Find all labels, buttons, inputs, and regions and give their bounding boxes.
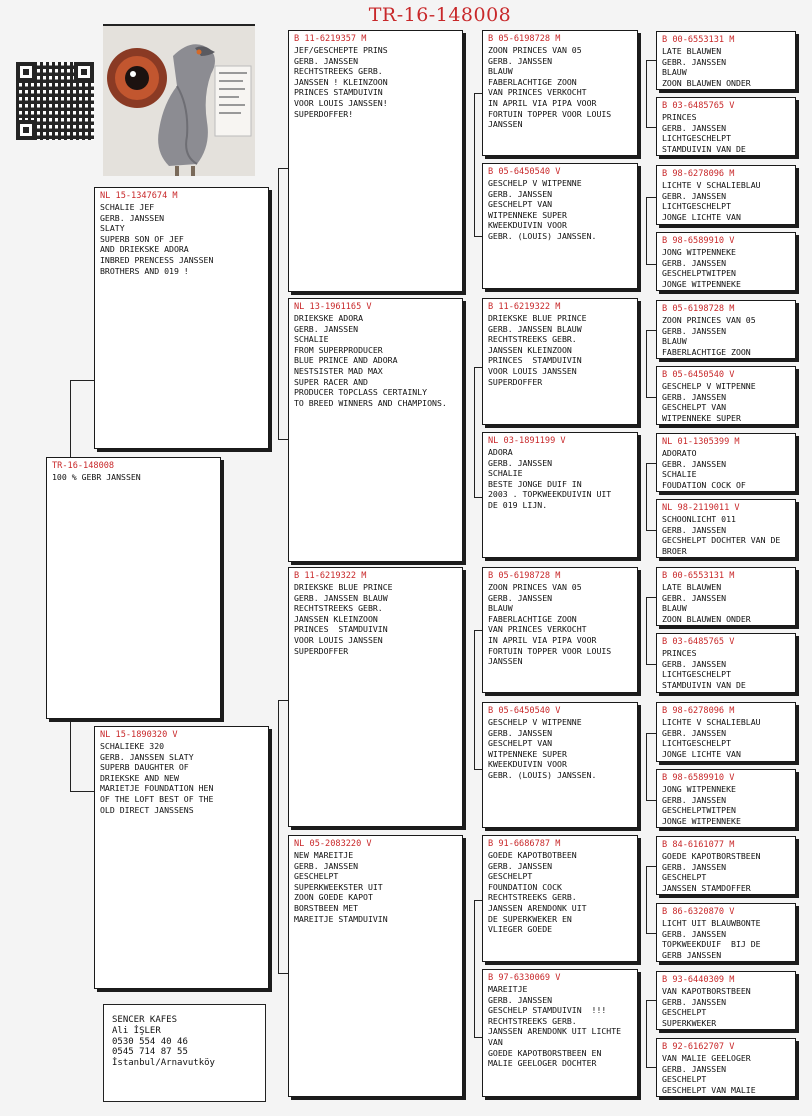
ancestor-g4-16[interactable] bbox=[656, 1038, 796, 1097]
contact-location: İstanbul/Arnavutköy bbox=[112, 1058, 215, 1069]
ancestor-g3-4[interactable] bbox=[482, 432, 638, 558]
ring-number: B 97-6330069 V bbox=[488, 973, 561, 983]
card-details: LICHTE V SCHALIEBLAU GEBR. JANSSEN LICHTGESCHELPT JONGE LICHTE VAN bbox=[662, 717, 761, 759]
card-details: JONG WITPENNEKE GERB. JANSSEN GESCHELPTWITPEN JONGE WITPENNEKE bbox=[662, 784, 741, 826]
ancestor-g4-14[interactable] bbox=[656, 903, 796, 962]
card-details: DRIEKSKE BLUE PRINCE GERB. JANSSEN BLAUW RECHTSTREEKS GEBR. JANSSEN KLEINZOON PRINCES STAMDUIVIN VOOR LOUIS JANSSEN SUPERDOFFER bbox=[294, 582, 393, 656]
ring-number: NL 13-1961165 V bbox=[294, 302, 372, 312]
ring-number: B 92-6162707 V bbox=[662, 1042, 735, 1052]
ring-number: B 98-6278096 M bbox=[662, 706, 735, 716]
ring-number: TR-16-148008 bbox=[52, 461, 115, 471]
card-details: ZOON PRINCES VAN 05 GERB. JANSSEN BLAUW FABERLACHTIGE ZOON VAN PRINCES VERKOCHT IN APRIL VIA PIPA VOOR FORTUIN TOPPER VOOR LOUIS JANSSEN bbox=[488, 582, 612, 667]
ancestor-g4-7[interactable] bbox=[656, 433, 796, 492]
ring-number: NL 15-1347674 M bbox=[100, 191, 178, 201]
ring-number: NL 15-1890320 V bbox=[100, 730, 178, 740]
ring-number: B 03-6485765 V bbox=[662, 637, 735, 647]
card-details: DRIEKSKE ADORA GERB. JANSSEN SCHALIE FROM SUPERPRODUCER BLUE PRINCE AND ADORA NESTSISTER MAD MAX SUPER RACER AND PRODUCER TOPCLASS CERTAINLY TO BREED WINNERS AND CHAMPIONS. bbox=[294, 313, 447, 408]
contact-name: SENCER KAFES bbox=[112, 1015, 178, 1025]
ring-number: B 84-6161077 M bbox=[662, 840, 735, 850]
card-details: SCHOONLICHT 011 GERB. JANSSEN GECSHELPT DOCHTER VAN DE BROER bbox=[662, 514, 781, 556]
card-details: DRIEKSKE BLUE PRINCE GERB. JANSSEN BLAUW RECHTSTREEKS GEBR. JANSSEN KLEINZOON PRINCES STAMDUIVIN VOOR LOUIS JANSSEN SUPERDOFFER bbox=[488, 313, 587, 387]
card-details: GOEDE KAPOTBORSTBEEN GERB. JANSSEN GESCHELPT JANSSEN STAMDOFFER bbox=[662, 851, 761, 893]
ring-number: B 93-6440309 M bbox=[662, 975, 735, 985]
granddam-paternal-card[interactable] bbox=[288, 298, 463, 562]
ancestor-g3-3[interactable] bbox=[482, 298, 638, 425]
ring-number: B 86-6320870 V bbox=[662, 907, 735, 917]
card-details: ADORA GERB. JANSSEN SCHALIE BESTE JONGE DUIF IN 2003 . TOPKWEEKDUIVIN UIT DE 019 LIJN. bbox=[488, 447, 612, 510]
contact-card bbox=[103, 1004, 266, 1102]
ancestor-g4-2[interactable] bbox=[656, 97, 796, 156]
ancestor-g4-5[interactable] bbox=[656, 300, 796, 359]
card-details: VAN KAPOTBORSTBEEN GERB. JANSSEN GESCHELPT SUPERKWEKER bbox=[662, 986, 751, 1028]
contact-phone-1[interactable]: 0530 554 40 46 bbox=[112, 1036, 188, 1047]
card-details: JEF/GESCHEPTE PRINS GERB. JANSSEN RECHTSTREEKS GERB. JANSSEN ! KLEINZOON PRINCES STAMDUIVIN VOOR LOUIS JANSSEN! SUPERDOFFER! bbox=[294, 45, 388, 119]
ancestor-g4-12[interactable] bbox=[656, 769, 796, 828]
card-details: SCHALIEKE 320 GERB. JANSSEN SLATY SUPERB DAUGHTER OF DRIEKSKE AND NEW MARIETJE FOUNDATION HEN OF THE LOFT BEST OF THE OLD DIRECT JANSSENS bbox=[100, 741, 214, 815]
ancestor-g3-2[interactable] bbox=[482, 163, 638, 289]
granddam-maternal-card[interactable] bbox=[288, 835, 463, 1097]
card-details: SCHALIE JEF GERB. JANSSEN SLATY SUPERB SON OF JEF AND DRIEKSKE ADORA INBRED PRENCESS JANSSEN BROTHERS AND 019 ! bbox=[100, 202, 214, 276]
card-details: ZOON PRINCES VAN 05 GERB. JANSSEN BLAUW FABERLACHTIGE ZOON bbox=[662, 315, 756, 357]
card-details: GOEDE KAPOTBOTBEEN GERB. JANSSEN GESCHELPT FOUNDATION COCK RECHTSTREEKS GERB. JANSSEN ARENDONK UIT DE SUPERKWEKER EN VLIEGER GOEDE bbox=[488, 850, 587, 935]
card-details: VAN MALIE GEELOGER GERB. JANSSEN GESCHELPT GESCHELPT VAN MALIE bbox=[662, 1053, 756, 1095]
ring-number: NL 01-1305399 M bbox=[662, 437, 740, 447]
contact-phone-2[interactable]: 0545 714 87 55 bbox=[112, 1047, 188, 1058]
card-details: PRINCES GERB. JANSSEN LICHTGESCHELPT STAMDUIVIN VAN DE bbox=[662, 648, 746, 690]
card-details: JONG WITPENNEKE GERB. JANSSEN GESCHELPTWITPEN JONGE WITPENNEKE bbox=[662, 247, 741, 289]
card-details: GESCHELP V WITPENNE GERB. JANSSEN GESCHELPT VAN WITPENNEKE SUPER KWEEKDUIVIN VOOR GEBR. (LOUIS) JANSSEN. bbox=[488, 178, 597, 241]
contact-person: Ali İŞLER bbox=[112, 1025, 161, 1036]
pedigree-title: TR-16-148008 bbox=[368, 4, 512, 26]
ring-number: B 00-6553131 M bbox=[662, 35, 735, 45]
ring-number: B 11-6219322 M bbox=[294, 571, 367, 581]
card-details: NEW MAREITJE GERB. JANSSEN GESCHELPT SUPERKWEEKSTER UIT ZOON GOEDE KAPOT BORSTBEEN MET MAREITJE STAMDUIVIN bbox=[294, 850, 388, 924]
qr-code-icon[interactable] bbox=[16, 62, 94, 140]
ancestor-g4-8[interactable] bbox=[656, 499, 796, 558]
ancestor-g4-10[interactable] bbox=[656, 633, 796, 693]
ancestor-g4-15[interactable] bbox=[656, 971, 796, 1030]
ancestor-g3-1[interactable] bbox=[482, 30, 638, 156]
sire-card[interactable] bbox=[94, 187, 269, 449]
ancestor-g4-4[interactable] bbox=[656, 232, 796, 291]
grandsire-paternal-card[interactable] bbox=[288, 30, 463, 292]
card-details: ADORATO GEBR. JANSSEN SCHALIE FOUDATION COCK OF bbox=[662, 448, 746, 490]
ancestor-g4-1[interactable] bbox=[656, 31, 796, 90]
pigeon-photo bbox=[103, 24, 255, 176]
ancestor-g3-8[interactable] bbox=[482, 969, 638, 1097]
card-details: GESCHELP V WITPENNE GERB. JANSSEN GESCHELPT VAN WITPENNEKE SUPER bbox=[662, 381, 756, 423]
ring-number: NL 98-2119011 V bbox=[662, 503, 740, 513]
ring-number: B 05-6198728 M bbox=[488, 34, 561, 44]
ancestor-g3-5[interactable] bbox=[482, 567, 638, 693]
ring-number: B 05-6450540 V bbox=[662, 370, 735, 380]
card-details: LATE BLAUWEN GEBR. JANSSEN BLAUW ZOON BLAUWEN ONDER bbox=[662, 46, 751, 88]
ring-number: B 05-6450540 V bbox=[488, 706, 561, 716]
ring-number: B 91-6686787 M bbox=[488, 839, 561, 849]
ancestor-g4-3[interactable] bbox=[656, 165, 796, 225]
ring-number: B 98-6589910 V bbox=[662, 773, 735, 783]
card-details: LICHTE V SCHALIEBLAU GEBR. JANSSEN LICHTGESCHELPT JONGE LICHTE VAN bbox=[662, 180, 761, 222]
dam-card[interactable] bbox=[94, 726, 269, 989]
ancestor-g4-11[interactable] bbox=[656, 702, 796, 762]
card-details: LATE BLAUWEN GEBR. JANSSEN BLAUW ZOON BLAUWEN ONDER bbox=[662, 582, 751, 624]
ring-number: B 05-6450540 V bbox=[488, 167, 561, 177]
card-details: ZOON PRINCES VAN 05 GERB. JANSSEN BLAUW FABERLACHTIGE ZOON VAN PRINCES VERKOCHT IN APRIL VIA PIPA VOOR FORTUIN TOPPER VOOR LOUIS JANSSEN bbox=[488, 45, 612, 130]
ring-number: B 11-6219322 M bbox=[488, 302, 561, 312]
card-details: PRINCES GERB. JANSSEN LICHTGESCHELPT STAMDUIVIN VAN DE bbox=[662, 112, 746, 154]
card-details: MAREITJE GERB. JANSSEN GESCHELP STAMDUIVIN !!! RECHTSTREEKS GERB. JANSSEN ARENDONK UIT LICHTE VAN GOEDE KAPOTBORSTBEEN EN MALIE GEELOGER DOCHTER bbox=[488, 984, 622, 1069]
card-details: 100 % GEBR JANSSEN bbox=[52, 472, 141, 482]
ring-number: B 98-6589910 V bbox=[662, 236, 735, 246]
subject-card[interactable] bbox=[46, 457, 221, 719]
ancestor-g4-9[interactable] bbox=[656, 567, 796, 626]
card-details: LICHT UIT BLAUWBONTE GERB. JANSSEN TOPKWEEKDUIF BIJ DE GERB JANSSEN bbox=[662, 918, 761, 960]
ring-number: NL 03-1891199 V bbox=[488, 436, 566, 446]
card-details: GESCHELP V WITPENNE GERB. JANSSEN GESCHELPT VAN WITPENNEKE SUPER KWEEKDUIVIN VOOR GEBR. (LOUIS) JANSSEN. bbox=[488, 717, 597, 780]
ring-number: B 98-6278096 M bbox=[662, 169, 735, 179]
ring-number: B 03-6485765 V bbox=[662, 101, 735, 111]
ring-number: NL 05-2083220 V bbox=[294, 839, 372, 849]
ring-number: B 11-6219357 M bbox=[294, 34, 367, 44]
ring-number: B 00-6553131 M bbox=[662, 571, 735, 581]
ancestor-g3-6[interactable] bbox=[482, 702, 638, 828]
ring-number: B 05-6198728 M bbox=[662, 304, 735, 314]
ring-number: B 05-6198728 M bbox=[488, 571, 561, 581]
ancestor-g3-7[interactable] bbox=[482, 835, 638, 962]
pigeon-icon bbox=[103, 26, 255, 176]
ancestor-g4-13[interactable] bbox=[656, 836, 796, 895]
grandsire-maternal-card[interactable] bbox=[288, 567, 463, 827]
ancestor-g4-6[interactable] bbox=[656, 366, 796, 425]
